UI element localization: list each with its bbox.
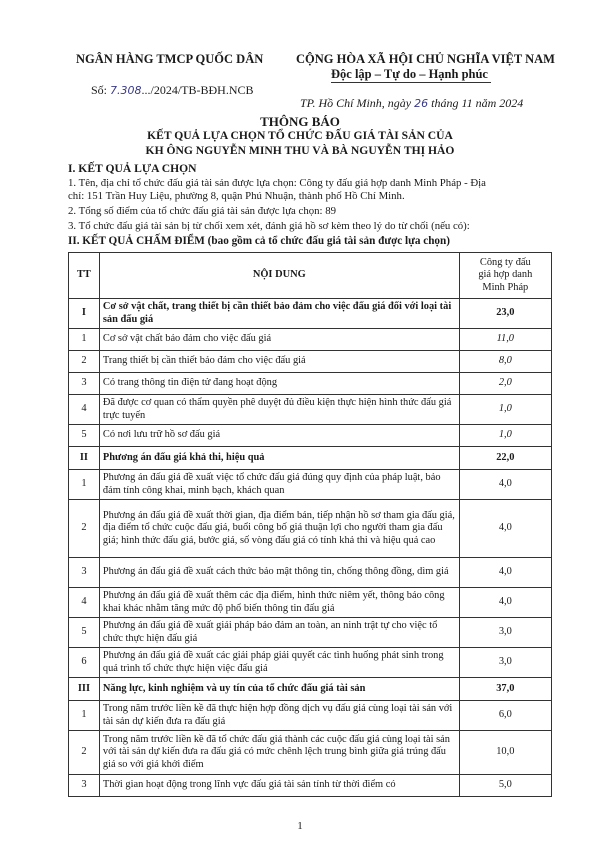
row-score: 8,0 — [459, 351, 551, 373]
row-tt: 1 — [69, 329, 100, 351]
table-row — [69, 558, 552, 588]
section-1-heading: I. KẾT QUẢ LỰA CHỌN — [68, 162, 197, 175]
row-score: 1,0 — [459, 395, 551, 425]
date-prefix: TP. Hồ Chí Minh, ngày — [300, 96, 415, 110]
col-header-tt: TT — [69, 253, 100, 299]
table-row — [69, 470, 552, 500]
row-content: Phương án đấu giá đề xuất giải pháp bảo đảm an toàn, an ninh trật tự cho việc tổ chức thực hiện đấu giá — [99, 618, 459, 648]
row-tt: 5 — [69, 425, 100, 447]
table-row — [69, 701, 552, 731]
row-content: Phương án đấu giá đề xuất thời gian, địa điểm bán, tiếp nhận hồ sơ tham gia đấu giá, địa điểm tổ chức cuộc đấu giá, buổi công bố giá thuận lợi cho người tham gia đấu giá; hình thức đấu giá, bước giá, số vòng đấu giá có tính khả thi và hiệu quả cao — [99, 500, 459, 558]
row-tt: II — [69, 447, 100, 470]
doc-number — [91, 83, 254, 98]
row-score: 6,0 — [459, 701, 551, 731]
row-tt: 3 — [69, 775, 100, 797]
row-content: Trang thiết bị cần thiết bảo đảm cho việc đấu giá — [99, 351, 459, 373]
row-content: Trong năm trước liền kề đã tổ chức đấu giá thành các cuộc đấu giá cùng loại tài sản với tài sản dự kiến đưa ra đấu giá có mức chênh lệch trung bình giữa giá trúng đấu giá so với giá khởi điểm — [99, 731, 459, 775]
row-score: 3,0 — [459, 618, 551, 648]
doc-number-prefix: Số: — [91, 83, 111, 97]
date-handwritten: 26 — [414, 97, 429, 110]
row-tt: 5 — [69, 618, 100, 648]
motto-underline — [331, 82, 491, 83]
row-content: Có nơi lưu trữ hồ sơ đấu giá — [99, 425, 459, 447]
table-row — [69, 588, 552, 618]
row-content: Phương án đấu giá đề xuất các giải pháp giải quyết các tình huống phát sinh trong quá trình tổ chức thực hiện việc đấu giá — [99, 648, 459, 678]
row-content: Phương án đấu giá khả thi, hiệu quả — [99, 447, 459, 470]
table-row — [69, 425, 552, 447]
doc-title: THÔNG BÁO — [260, 114, 340, 129]
col-header-score-line2: giá hợp danh — [478, 269, 533, 281]
score-table — [68, 252, 552, 797]
row-score: 4,0 — [459, 500, 551, 558]
table-row — [69, 775, 552, 797]
score-table-body — [69, 299, 552, 797]
table-row — [69, 731, 552, 775]
row-tt: 4 — [69, 395, 100, 425]
col-header-content: NỘI DUNG — [99, 253, 459, 299]
nation-motto: Độc lập – Tự do – Hạnh phúc — [331, 67, 488, 81]
row-score: 1,0 — [459, 425, 551, 447]
date-suffix: tháng 11 năm 2024 — [428, 96, 524, 110]
table-row — [69, 500, 552, 558]
page-number: 1 — [297, 820, 303, 832]
row-tt: 4 — [69, 588, 100, 618]
issue-date — [300, 96, 523, 111]
table-row — [69, 395, 552, 425]
row-tt: III — [69, 678, 100, 701]
row-content: Phương án đấu giá đề xuất việc tổ chức đấu giá đúng quy định của pháp luật, bảo đảm tính công khai, minh bạch, khách quan — [99, 470, 459, 500]
section-1-item-1-line-1: 1. Tên, địa chỉ tổ chức đấu giá tài sản được lựa chọn: Công ty đấu giá hợp danh Minh Pháp - Địa — [68, 177, 486, 189]
row-score: 10,0 — [459, 731, 551, 775]
doc-subtitle-line2: KH ÔNG NGUYỄN MINH THU VÀ BÀ NGUYỄN THỊ HẢO — [145, 144, 455, 157]
row-tt: 2 — [69, 731, 100, 775]
row-content: Phương án đấu giá đề xuất thêm các địa điểm, hình thức niêm yết, thông báo công khai khác nhằm tăng mức độ phổ biến thông tin đấu giá — [99, 588, 459, 618]
nation-name: CỘNG HÒA XÃ HỘI CHỦ NGHĨA VIỆT NAM — [296, 52, 555, 66]
row-tt: 3 — [69, 373, 100, 395]
row-tt: 2 — [69, 351, 100, 373]
doc-number-suffix: .../2024/TB-BĐH.NCB — [141, 83, 254, 97]
row-content: Có trang thông tin điện tử đang hoạt động — [99, 373, 459, 395]
row-score: 22,0 — [459, 447, 551, 470]
table-row — [69, 351, 552, 373]
row-content: Đã được cơ quan có thẩm quyền phê duyệt đủ điều kiện thực hiện hình thức đấu giá trực tuyến — [99, 395, 459, 425]
bank-name: NGÂN HÀNG TMCP QUỐC DÂN — [76, 52, 264, 66]
row-score: 23,0 — [459, 299, 551, 329]
table-row — [69, 648, 552, 678]
row-tt: I — [69, 299, 100, 329]
section-2-heading: II. KẾT QUẢ CHẤM ĐIỂM (bao gồm cả tổ chức đấu giá tài sản được lựa chọn) — [68, 235, 450, 247]
row-score: 5,0 — [459, 775, 551, 797]
row-score: 11,0 — [459, 329, 551, 351]
row-tt: 2 — [69, 500, 100, 558]
row-content: Cơ sở vật chất bảo đảm cho việc đấu giá — [99, 329, 459, 351]
row-score: 37,0 — [459, 678, 551, 701]
row-tt: 3 — [69, 558, 100, 588]
col-header-score-line1: Công ty đấu — [479, 256, 531, 268]
table-row — [69, 447, 552, 470]
row-content: Trong năm trước liền kề đã thực hiện hợp đồng dịch vụ đấu giá cùng loại tài sản với tài sản dự kiến đưa ra đấu giá — [99, 701, 459, 731]
row-score: 4,0 — [459, 470, 551, 500]
row-tt: 1 — [69, 470, 100, 500]
row-content: Thời gian hoạt động trong lĩnh vực đấu giá tài sản tính từ thời điểm có — [99, 775, 459, 797]
col-header-score-line3: Minh Pháp — [482, 281, 529, 293]
section-1-item-3: 3. Tổ chức đấu giá tài sản bị từ chối xem xét, đánh giá hồ sơ kèm theo lý do từ chối (nếu có): — [68, 220, 470, 232]
doc-subtitle-line1: KẾT QUẢ LỰA CHỌN TỔ CHỨC ĐẤU GIÁ TÀI SẢN CỦA — [147, 129, 453, 142]
table-row — [69, 329, 552, 351]
row-score: 4,0 — [459, 558, 551, 588]
row-score: 2,0 — [459, 373, 551, 395]
row-tt: 6 — [69, 648, 100, 678]
row-content: Cơ sở vật chất, trang thiết bị cần thiết bảo đảm cho việc đấu giá đối với loại tài sản đấu giá — [99, 299, 459, 329]
row-score: 3,0 — [459, 648, 551, 678]
table-header-row — [69, 253, 552, 299]
row-tt: 1 — [69, 701, 100, 731]
row-content: Phương án đấu giá đề xuất cách thức bảo mật thông tin, chống thông đồng, dìm giá — [99, 558, 459, 588]
col-header-score — [459, 253, 551, 299]
table-row — [69, 373, 552, 395]
row-content: Năng lực, kinh nghiệm và uy tín của tổ chức đấu giá tài sản — [99, 678, 459, 701]
table-row — [69, 678, 552, 701]
table-row — [69, 618, 552, 648]
section-1-item-2: 2. Tổng số điểm của tổ chức đấu giá tài sản được lựa chọn: 89 — [68, 205, 337, 217]
row-score: 4,0 — [459, 588, 551, 618]
doc-number-handwritten: 7.308 — [110, 84, 142, 97]
section-1-item-1-line-2: chỉ: 151 Trần Huy Liệu, phường 8, quận Phú Nhuận, thành phố Hồ Chí Minh. — [68, 190, 405, 202]
table-row — [69, 299, 552, 329]
